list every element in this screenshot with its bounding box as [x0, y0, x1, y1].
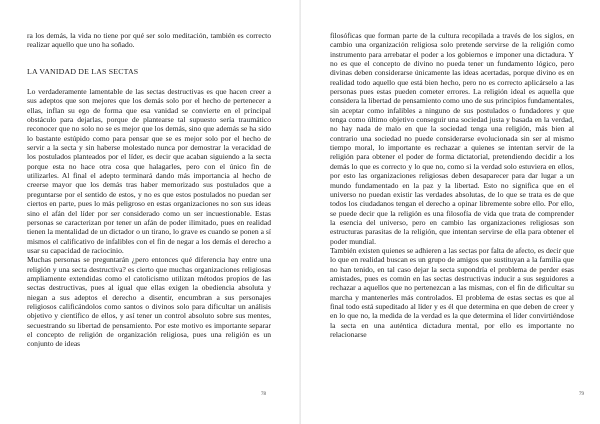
left-text-column: [27, 31, 271, 349]
right-text-column: [330, 31, 574, 339]
body-paragraph: Lo verdaderamente lamentable de las sectas destructivas es que hacen creer a sus adeptos que son mejores que los demás solo por el hecho de pertenecer a ellas, inflan su ego de forma que esa vanidad se convierte en el principal obstáculo para dejarlas, porque de plantearse tal supuesto sería traumático reconocer que no solo no se es mejor que los demás, sino que además se ha sido lo bastante estúpido como para pensar que se es mejor solo por el hecho de servir a la secta y sin haberse molestado nunca por demostrar la veracidad de los postulados planteados por el líder, es decir que acaban siguiendo a la secta porque esta no hace otra cosa que halagarles, pero con el único fin de utilizarles. Al final el adepto terminará dando más importancia al hecho de creerse mayor que los demás tras haber memorizado sus postulados que a preguntarse por el sentido de estos, y no es que estos postulados no puedan ser ciertos en parte, pues lo más peligroso en estas organizaciones no son sus ideas sino el afán del líder por ser considerado como un ser incuestionable. Estas personas se caracterizan por tener un afán de poder ilimitado, pues en realidad tienen la mentalidad de un dictador o un tirano, lo grave es cuando se ponen a sí mismos el calificativo de infalibles con el fin de negar a los demás el derecho a usar su capacidad de raciocinio.: [27, 87, 271, 255]
opening-paragraph: ra los demás, la vida no tiene por qué ser solo meditación, también es correcto realizar aquello que uno ha soñado.: [27, 31, 271, 50]
page-number: 78: [261, 392, 266, 397]
page-number: 79: [579, 392, 584, 397]
right-page: [300, 0, 600, 424]
body-paragraph: Muchas personas se preguntarán ¿pero entonces qué diferencia hay entre una religión y una secta destructiva? es cierto que muchas organizaciones religiosas ampliamente extendidas como el catolicismo utilizan métodos propios de las sectas destructivas, pues al igual que ellas exigen la obediencia absoluta y niegan a sus adeptos el derecho a disentir, encumbran a sus personajes religiosos calificándolos como santos o divinos solo para dificultar un análisis objetivo y científico de ellos, y así tener un control absoluto sobre sus mentes, secuestrando su libertad de pensamiento. Por este motivo es importante separar el concepto de religión de organización religiosa, pues una religión es un conjunto de ideas: [27, 255, 271, 349]
section-title: LA VANIDAD DE LAS SECTAS: [27, 66, 139, 76]
body-paragraph: filosóficas que forman parte de la cultura recopilada a través de los siglos, en cambio una organización religiosa solo pretende servirse de la religión como instrumento para arrebatar el poder a los gobiernos e imponer una dictadura. Y no es que el concepto de divino no pueda tener un fundamento lógico, pero divinas deben considerarse únicamente las ideas acertadas, porque divino es en realidad todo aquello que está bien hecho, pero no es correcto aplicárselo a las personas pues estas pueden cometer errores. La religión ideal es aquella que considera la libertad de pensamiento como uno de sus principios fundamentales, sin aceptar como infalibles a ninguno de sus postulados o fundadores y que tenga como último objetivo conseguir una sociedad justa y basada en la verdad, no hay nada de malo en que la sociedad tenga una religión, más bien al contrario una sociedad no puede considerarse evolucionada sin ser al mismo tiempo moral, lo importante es rechazar a quienes se intentan servir de la religión para obtener el poder de forma dictatorial, pretendiendo decidir a los demás lo que es correcto y lo que no, como si la verdad solo estuviera en ellos, por esto las organizaciones religiosas deben desaparecer para dar lugar a un mundo fundamentado en la paz y la libertad. Esto no significa que en el universo no puedan existir las verdades absolutas, de lo que se trata es de que todos los ciudadanos tengan el derecho a opinar libremente sobre ello. Por ello, se puede decir que la religión es una filosofía de vida que trata de comprender la esencia del universo, pero en cambio las organizaciones religiosas son estructuras parasitas de la religión, que intentan servirse de ella para obtener el poder mundial.: [330, 31, 574, 246]
body-paragraph: También existen quienes se adhieren a las sectas por falta de afecto, es decir que lo que en realidad buscan es un grupo de amigos que sustituyan a la familia que no han tenido, en tal caso dejar la secta supondría el problema de perder esas amistades, pues es común en las sectas destructivas inducir a sus seguidores a rechazar a aquellos que no pertenezcan a las mismas, con el fin de dificultar su marcha y mantenerles más controlados. El problema de estas sectas es que al final todo está supeditado al líder y es él que determina en que deben de creer y en lo que no, la medida de la verdad es la que determina el líder convirtiéndose la secta en una auténtica dictadura mental, por ello es importante no relacionarse: [330, 245, 574, 339]
